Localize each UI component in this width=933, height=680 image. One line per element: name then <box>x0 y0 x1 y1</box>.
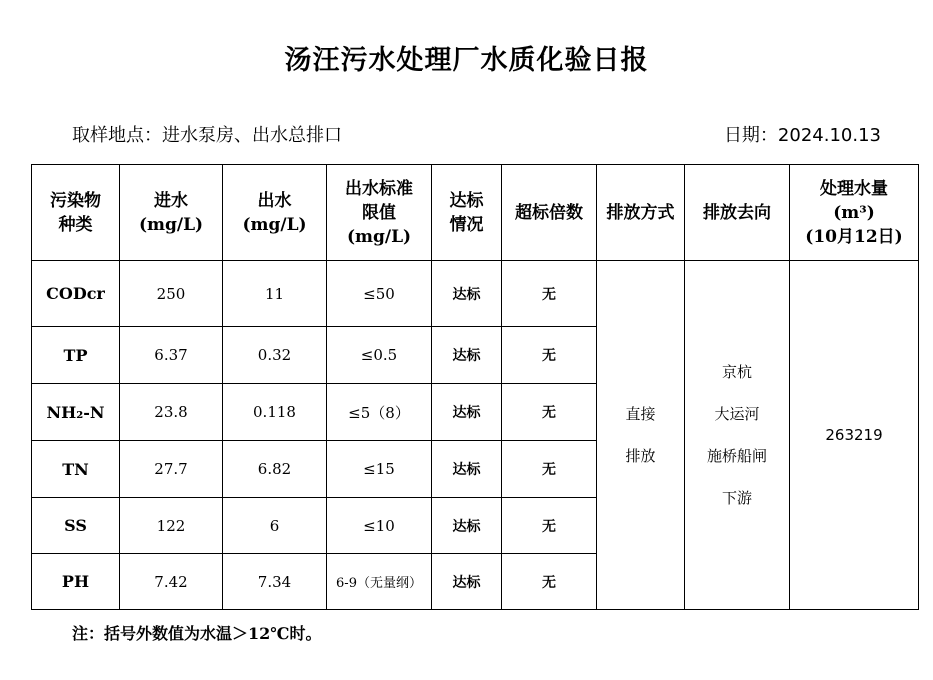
status-value: 达标 <box>432 441 502 498</box>
pollutant-name: TP <box>32 327 120 384</box>
influent-value: 27.7 <box>120 441 223 498</box>
header-method: 排放方式 <box>597 165 685 261</box>
effluent-value: 6 <box>223 498 327 554</box>
treated-volume: 263219 <box>790 261 919 610</box>
sampling-location: 取样地点：进水泵房、出水总排口 <box>72 125 342 146</box>
pollutant-name: CODcr <box>32 261 120 327</box>
header-destination: 排放去向 <box>685 165 790 261</box>
effluent-value: 6.82 <box>223 441 327 498</box>
report-title: 汤汪污水处理厂水质化验日报 <box>284 45 649 76</box>
limit-value: ≤5（8） <box>327 384 432 441</box>
status-value: 达标 <box>432 384 502 441</box>
status-value: 达标 <box>432 554 502 610</box>
header-influent: 进水 (mg/L) <box>120 165 223 261</box>
header-effluent: 出水 (mg/L) <box>223 165 327 261</box>
status-value: 达标 <box>432 327 502 384</box>
effluent-value: 0.32 <box>223 327 327 384</box>
exceed-value: 无 <box>502 554 597 610</box>
water-quality-table <box>31 164 919 610</box>
discharge-method: 直接 排放 <box>597 261 685 610</box>
limit-value: ≤15 <box>327 441 432 498</box>
effluent-value: 7.34 <box>223 554 327 610</box>
exceed-value: 无 <box>502 261 597 327</box>
discharge-destination: 京杭 大运河 施桥船闸 下游 <box>685 261 790 610</box>
header-row <box>32 165 919 261</box>
exceed-value: 无 <box>502 498 597 554</box>
effluent-value: 0.118 <box>223 384 327 441</box>
footnote: 注：括号外数值为水温＞12℃时。 <box>72 624 322 643</box>
pollutant-name: SS <box>32 498 120 554</box>
exceed-value: 无 <box>502 327 597 384</box>
limit-value: 6-9（无量纲） <box>327 554 432 610</box>
influent-value: 7.42 <box>120 554 223 610</box>
header-limit: 出水标准 限值 (mg/L) <box>327 165 432 261</box>
header-exceed: 超标倍数 <box>502 165 597 261</box>
exceed-value: 无 <box>502 384 597 441</box>
status-value: 达标 <box>432 261 502 327</box>
limit-value: ≤10 <box>327 498 432 554</box>
table-row <box>32 261 919 327</box>
pollutant-name: TN <box>32 441 120 498</box>
exceed-value: 无 <box>502 441 597 498</box>
header-status: 达标 情况 <box>432 165 502 261</box>
pollutant-name: PH <box>32 554 120 610</box>
status-value: 达标 <box>432 498 502 554</box>
header-volume: 处理水量 (m³) (10月12日) <box>790 165 919 261</box>
influent-value: 6.37 <box>120 327 223 384</box>
limit-value: ≤0.5 <box>327 327 432 384</box>
effluent-value: 11 <box>223 261 327 327</box>
report-date: 日期：2024.10.13 <box>723 125 881 146</box>
influent-value: 122 <box>120 498 223 554</box>
header-pollutant: 污染物 种类 <box>32 165 120 261</box>
limit-value: ≤50 <box>327 261 432 327</box>
pollutant-name: NH₂-N <box>32 384 120 441</box>
influent-value: 250 <box>120 261 223 327</box>
influent-value: 23.8 <box>120 384 223 441</box>
